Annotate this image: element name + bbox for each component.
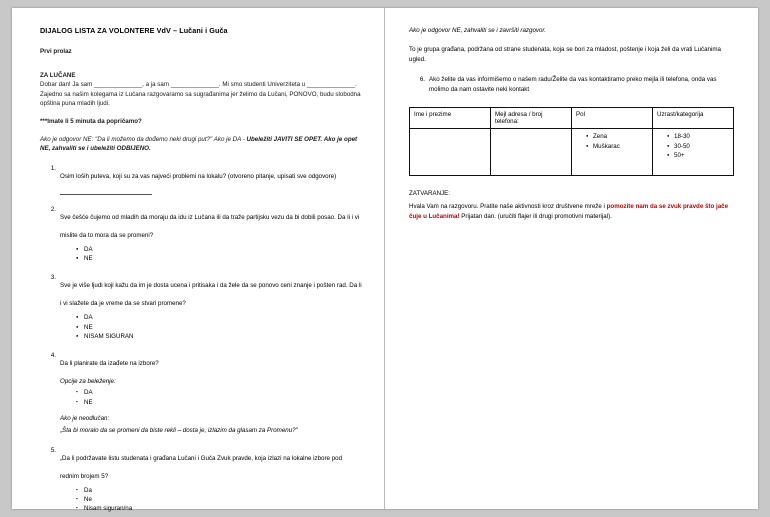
intro-paragraph-3 [40, 135, 362, 154]
closing-text [409, 202, 734, 222]
question-item [40, 165, 362, 195]
cell-gender[interactable] [572, 128, 653, 175]
closing-highlight: pomozite nam da se zvuk pravde što jače čuje u Lučanima! [409, 202, 729, 220]
question-number: 1. [50, 164, 56, 172]
intro-paragraph-1: Dobar dan! Ja sam ______________, a ja sam ______________. Mi smo studenti Univerziteta u ______________. Zajedno sa našim kolegama iz Lučana razgovaramo sa sugrađanima jer želimo da Lučani, PONOVO, budu slobodna opština puna mladih ljudi. [40, 81, 361, 108]
question-text: Sve je više ljudi koji kažu da im je dosta ucena i pritisaka i da žele da se ponovo ceni znanje i pošten rad. Da li i vi slažete da je vreme da se stvari promene? [60, 282, 362, 308]
option-item: ● DA [76, 245, 362, 254]
question-item [40, 274, 362, 341]
age-option[interactable]: ● 30-50 [667, 142, 729, 152]
intro-paragraph-2: ***Imate li 5 minuta da popričamo? [40, 118, 142, 126]
question-item [40, 447, 362, 514]
section-heading: ZA LUČANE [40, 71, 76, 79]
question-text: Da li planirate da izađete na izbore? [60, 360, 159, 368]
option-list [60, 313, 362, 341]
cell-age[interactable] [653, 128, 734, 175]
closing-part-a: Hvala Vam na razgovoru. Pratite naše aktivnosti kroz društvene mreže i [409, 202, 607, 210]
option-item: ▪ Nisam siguran/na [76, 504, 362, 513]
undecided-quote: „Šta bi moralo da se promeni da biste rekli – dosta je, izlazim da glasam za Promenu?" [60, 426, 298, 434]
question-list [40, 165, 362, 514]
question-text: Sve češće čujemo od mladih da moraju da idu iz Lučana ili da traže partijsku vezu da bi dobili posao. Da li i vi mislite da to mora da se promeni? [60, 213, 360, 239]
question-text: Osim loših puteva, koji su za vas najveći problemi na lokalu? (otvoreno pitanje, upisati sve odgovore) [60, 172, 337, 180]
age-option[interactable]: ● 18-30 [667, 132, 729, 142]
document-title: DIJALOG LISTA ZA VOLONTERE VdV – Lučani i Guča [40, 26, 228, 35]
cell-email-phone[interactable] [491, 128, 572, 175]
page-column-right [385, 8, 758, 509]
table-row [410, 128, 734, 175]
answer-rule [60, 193, 152, 195]
option-item: ▪ Ne [76, 495, 362, 504]
option-list [60, 486, 362, 514]
intro3-part-b: Ubeležiti JAVITI SE OPET. Ako je opet NE, zahvaliti se i ubeležiti ODBIJENO. [40, 135, 358, 153]
contact-table [409, 107, 734, 176]
gender-option[interactable]: ● Zena [586, 132, 648, 142]
option-item: ● DA [76, 313, 362, 322]
item-number: 6. [419, 75, 425, 83]
option-list [60, 245, 362, 264]
option-item: ● NE [76, 323, 362, 332]
column-header-email-phone: Mejl adresa / broj telefona: [491, 107, 572, 128]
option-item: ▪ NE [76, 398, 362, 407]
age-option-list [657, 132, 729, 162]
intro3-part-a: Ako je odgovor NE: "Da li možemo da dođemo neki drugi put?" Ako je DA - [40, 135, 247, 143]
undecided-label: Ako je neodlučan: [60, 414, 110, 422]
option-item: ● NE [76, 254, 362, 263]
contact-request-item [409, 75, 734, 95]
contact-table-head [410, 107, 734, 128]
option-item: ● NISAM SIGURAN [76, 332, 362, 341]
table-header-row [410, 107, 734, 128]
option-item: ▪ DA [76, 388, 362, 397]
gender-option[interactable]: ● Muškarac [586, 142, 648, 152]
option-item: ▪ Da [76, 486, 362, 495]
age-option[interactable]: ● 50+ [667, 151, 729, 161]
gender-option-list [576, 132, 648, 152]
contact-table-body [410, 128, 734, 175]
question-number: 3. [50, 274, 56, 282]
group-description: To je grupa građana, podržana od strane studenata, koja se bori za mladost, poštenje i koja želi da vrati Lučanima ugled. [409, 45, 721, 63]
option-list [60, 388, 362, 407]
recording-options-label: Opcije za beleženje: [60, 378, 116, 386]
question-number: 5. [50, 446, 56, 454]
question-item [40, 352, 362, 435]
closing-part-b: Prijatan dan. (uručiti flajer ili drugi promotivni materijal). [459, 212, 612, 220]
cell-name[interactable] [410, 128, 491, 175]
no-answer-instruction: Ako je odgovor NE, zahvaliti se i završiti razgovor. [409, 27, 546, 34]
question-item [40, 206, 362, 264]
column-header-age: Uzrast/kategorija [653, 107, 734, 128]
column-header-gender: Pol [572, 107, 653, 128]
closing-heading: ZATVARANJE: [409, 189, 451, 197]
document-page [12, 8, 758, 513]
page-column-left [12, 8, 385, 513]
document-subtitle: Prvi prolaz [40, 48, 72, 55]
question-number: 2. [50, 205, 56, 213]
question-text: „Da li podržavate listu studenata i građana Lučani i Guča Zvuk pravde, koja izlazi na lokalne izbore pod rednim brojem 5? [60, 454, 343, 480]
item-text: Ako želite da vas informišemo o našem radu/Želite da vas kontaktiramo preko mejla ili telefona, onda vas molimo da nam ostavite neki kontakt [429, 75, 717, 93]
question-number: 4. [50, 352, 56, 360]
column-header-name: Ime i prezime [410, 107, 491, 128]
